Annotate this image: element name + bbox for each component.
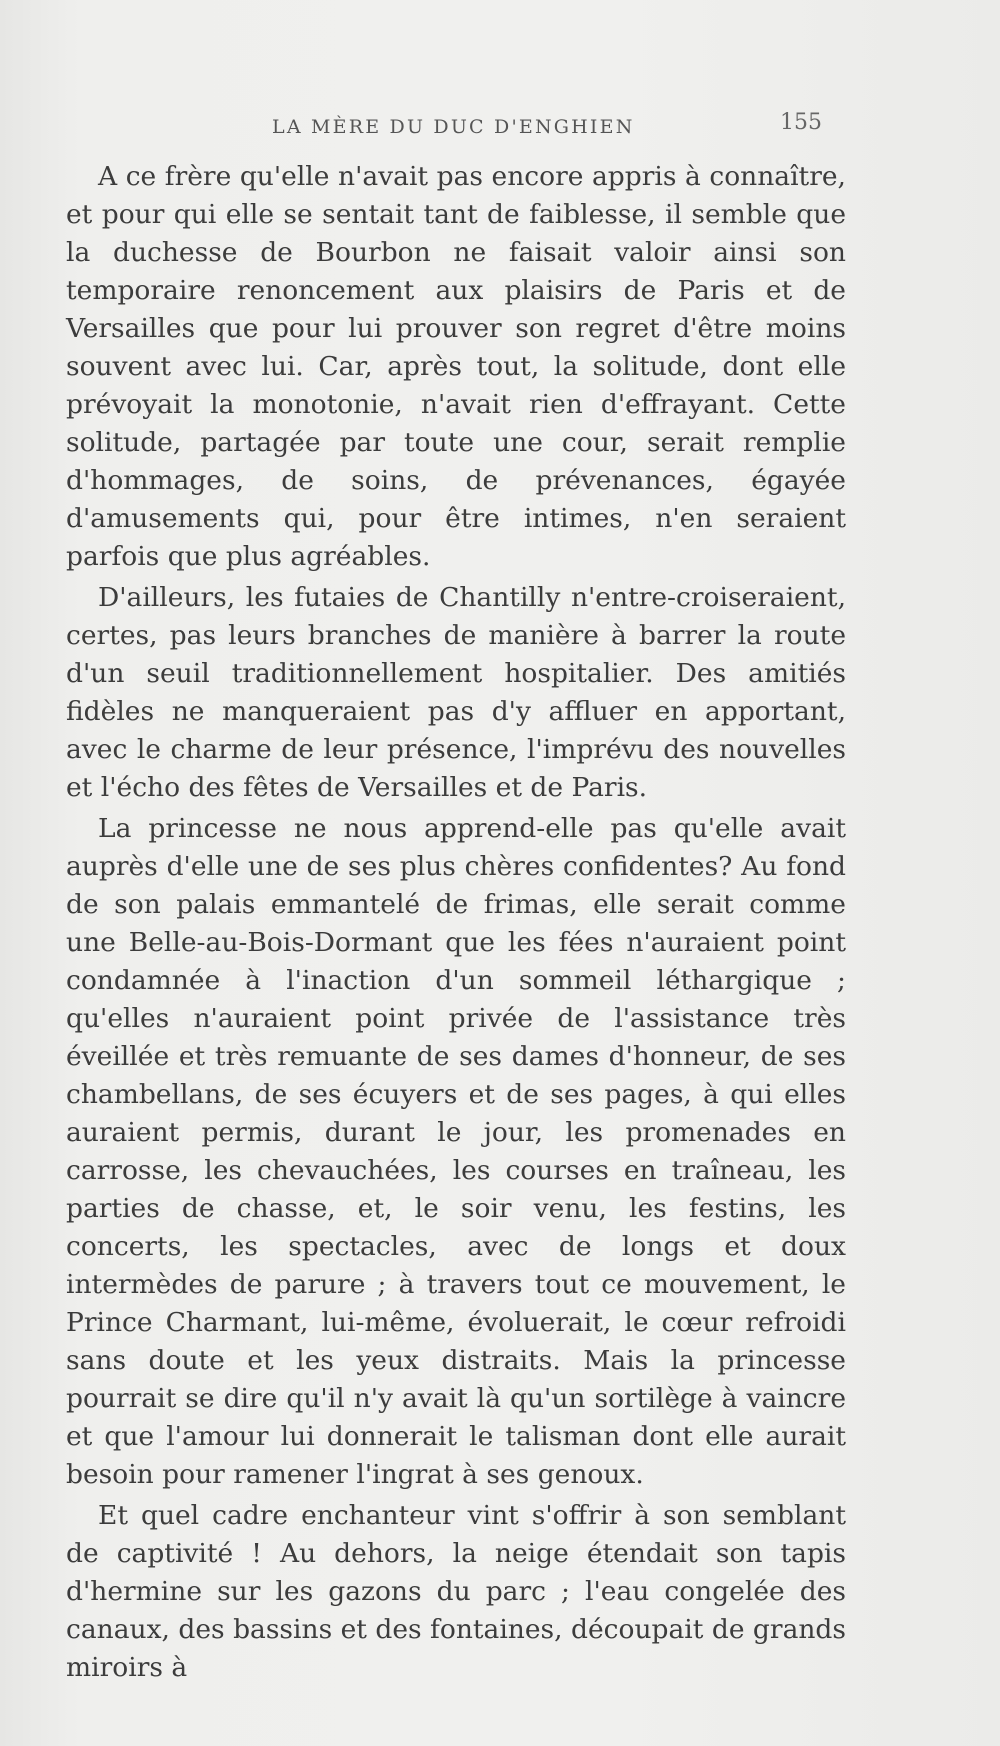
paragraph: D'ailleurs, les futaies de Chantilly n'entre-croiseraient, certes, pas leurs branches de manière à barrer la route d'un seuil traditionnellement hospitalier. Des amitiés fidèles ne manqueraient pas d'y affluer en apportant, avec le charme de leur présence, l'imprévu des nouvelles et l'écho des fêtes de Versailles et de Paris. xyxy=(66,582,846,803)
running-title: LA MÈRE DU DUC D'ENGHIEN xyxy=(272,116,635,138)
paragraph: Et quel cadre enchanteur vint s'offrir à son semblant de captivité ! Au dehors, la neige étendait son tapis d'hermine sur les gazons du parc ; l'eau congelée des canaux, des bassins et des fontaines, découpait de grands miroirs à xyxy=(66,1500,846,1683)
paragraph: A ce frère qu'elle n'avait pas encore appris à connaître, et pour qui elle se sentait tant de faiblesse, il semble que la duchesse de Bourbon ne faisait valoir ainsi son temporaire renoncement aux plaisirs de Paris et de Versailles que pour lui prouver son regret d'être moins souvent avec lui. Car, après tout, la solitude, dont elle prévoyait la monotonie, n'avait rien d'effrayant. Cette solitude, partagée par toute une cour, serait remplie d'hommages, de soins, de prévenances, égayée d'amusements qui, pour être intimes, n'en seraient parfois que plus agréables. xyxy=(66,161,846,572)
body-text xyxy=(66,158,846,1690)
page-number: 155 xyxy=(780,110,822,135)
page-header xyxy=(0,110,1000,150)
paragraph: La princesse ne nous apprend-elle pas qu'elle avait auprès d'elle une de ses plus chères confidentes? Au fond de son palais emmantelé de frimas, elle serait comme une Belle-au-Bois-Dormant que les fées n'auraient point condamnée à l'inaction d'un sommeil léthargique ; qu'elles n'auraient point privée de l'assistance très éveillée et très remuante de ses dames d'honneur, de ses chambellans, de ses écuyers et de ses pages, à qui elles auraient permis, durant le jour, les promenades en carrosse, les chevauchées, les courses en traîneau, les parties de chasse, et, le soir venu, les festins, les concerts, les spectacles, avec de longs et doux intermèdes de parure ; à travers tout ce mouvement, le Prince Charmant, lui-même, évoluerait, le cœur refroidi sans doute et les yeux distraits. Mais la princesse pourrait se dire qu'il n'y avait là qu'un sortilège à vaincre et que l'amour lui donnerait le talisman dont elle aurait besoin pour ramener l'ingrat à ses genoux. xyxy=(66,813,846,1490)
